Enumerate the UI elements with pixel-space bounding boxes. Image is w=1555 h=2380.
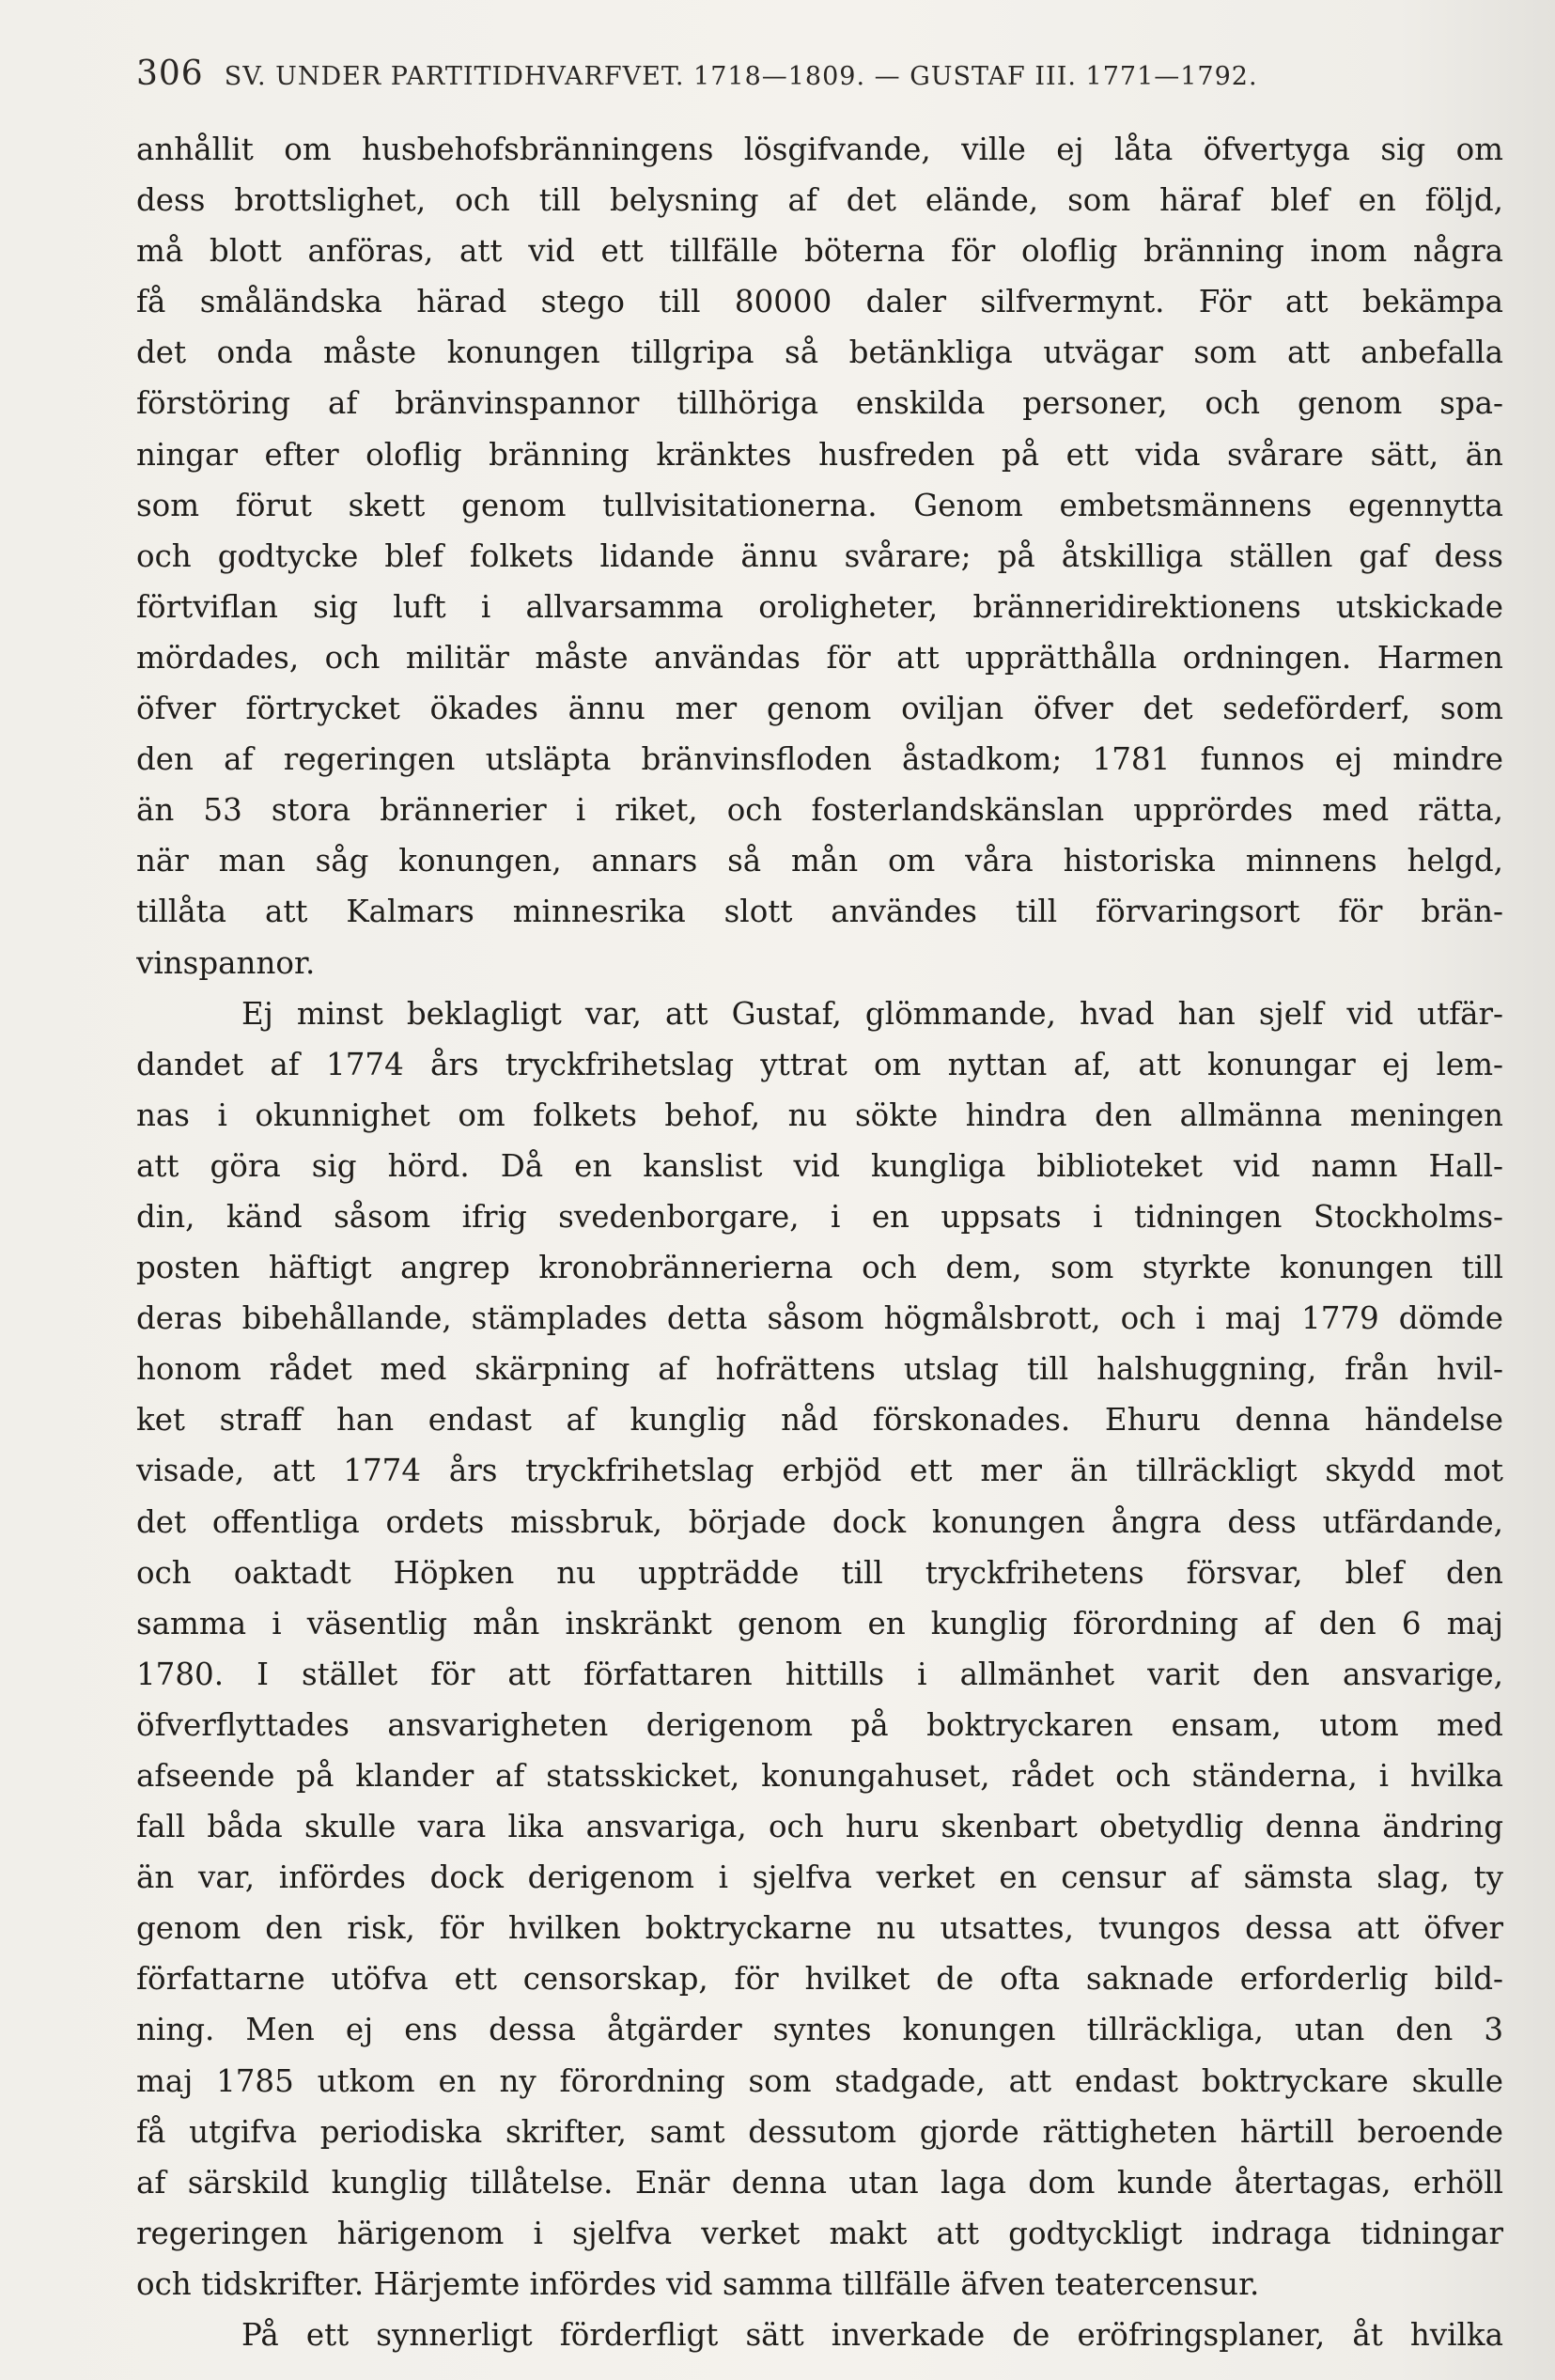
text-line: 1780. I stället för att författaren hittills i allmänhet varit den ansvarige, (136, 1656, 1503, 1692)
text-line: den af regeringen utsläpta bränvinsfloden åstadkom; 1781 funnos ej mindre (136, 741, 1503, 778)
paragraph-start-line: Ej minst beklagligt var, att Gustaf, glömmande, hvad han sjelf vid utfär- (241, 995, 1503, 1032)
text-line: af särskild kunglig tillåtelse. Enär denna utan laga dom kunde återtagas, erhöll (136, 2164, 1503, 2201)
text-line: att göra sig hörd. Då en kanslist vid kungliga biblioteket vid namn Hall- (136, 1147, 1503, 1184)
text-line: när man såg konungen, annars så mån om våra historiska minnens helgd, (136, 843, 1503, 879)
text-line: få utgifva periodiska skrifter, samt dessutom gjorde rättigheten härtill beroende (136, 2113, 1503, 2150)
text-line: ket straff han endast af kunglig nåd förskonades. Ehuru denna händelse (136, 1402, 1503, 1439)
text-line: som förut skett genom tullvisitationerna. Genom embetsmännens egennytta (136, 487, 1503, 523)
text-line: samma i väsentlig mån inskränkt genom en kunglig förordning af den 6 maj (136, 1605, 1503, 1641)
text-line: må blott anföras, att vid ett tillfälle böterna för oloflig bränning inom några (136, 233, 1503, 270)
text-line: regeringen härigenom i sjelfva verket makt att godtyckligt indraga tidningar (136, 2215, 1503, 2251)
running-head (136, 54, 1470, 111)
text-line: deras bibehållande, stämplades detta såsom högmålsbrott, och i maj 1779 dömde (136, 1300, 1503, 1337)
text-line: få småländska härad stego till 80000 daler silfvermynt. För att bekämpa (136, 284, 1503, 320)
text-line: och godtycke blef folkets lidande ännu svårare; på åtskilliga ställen gaf dess (136, 537, 1503, 574)
text-line: dandet af 1774 års tryckfrihetslag yttrat om nyttan af, att konungar ej lem- (136, 1046, 1503, 1082)
text-line: nas i okunnighet om folkets behof, nu sökte hindra den allmänna meningen (136, 1097, 1503, 1133)
text-line: posten häftigt angrep kronobrännerierna och dem, som styrkte konungen till (136, 1250, 1503, 1286)
text-line: maj 1785 utkom en ny förordning som stadgade, att endast boktryckare skulle (136, 2062, 1503, 2099)
running-title: SV. UNDER PARTITIDHVARFVET. 1718—1809. — GUSTAF III. 1771—1792. (224, 62, 1258, 91)
text-line: öfver förtrycket ökades ännu mer genom oviljan öfver det sedeförderf, som (136, 691, 1503, 727)
text-line: dess brottslighet, och till belysning af det elände, som häraf blef en följd, (136, 182, 1503, 219)
text-line: tillåta att Kalmars minnesrika slott användes till förvaringsort för brän- (136, 894, 1503, 930)
text-line: och oaktadt Höpken nu uppträdde till tryckfrihetens försvar, blef den (136, 1554, 1503, 1591)
page-number: 306 (136, 54, 204, 93)
text-line: anhållit om husbehofsbränningens lösgifvande, ville ej låta öfvertyga sig om (136, 132, 1503, 167)
text-line: öfverflyttades ansvarigheten derigenom på boktryckaren ensam, utom med (136, 1706, 1503, 1743)
text-line: ning. Men ej ens dessa åtgärder syntes konungen tillräckliga, utan den 3 (136, 2012, 1503, 2048)
text-line: afseende på klander af statsskicket, konungahuset, rådet och ständerna, i hvilka (136, 1758, 1503, 1794)
text-line: än var, infördes dock derigenom i sjelfva verket en censur af sämsta slag, ty (136, 1859, 1503, 1896)
text-line: genom den risk, för hvilken boktryckarne nu utsattes, tvungos dessa att öfver (136, 1910, 1503, 1947)
text-line: din, känd såsom ifrig svedenborgare, i en uppsats i tidningen Stockholms- (136, 1198, 1503, 1235)
text-line: förstöring af bränvinspannor tillhöriga enskilda personer, och genom spa- (136, 385, 1503, 422)
text-line: det onda måste konungen tillgripa så betänkliga utvägar som att anbefalla (136, 334, 1503, 371)
text-line: ningar efter oloflig bränning kränktes husfreden på ett vida svårare sätt, än (136, 436, 1503, 473)
text-line: visade, att 1774 års tryckfrihetslag erbjöd ett mer än tillräckligt skydd mot (136, 1453, 1503, 1489)
text-line: förtviflan sig luft i allvarsamma oroligheter, bränneridirektionens utskickade (136, 588, 1503, 625)
text-line: honom rådet med skärpning af hofrättens utslag till halshuggning, från hvil- (136, 1351, 1503, 1388)
body-text (136, 124, 1503, 2360)
text-line: det offentliga ordets missbruk, började dock konungen ångra dess utfärdande, (136, 1503, 1503, 1540)
paragraph-end-line: vinspannor. (136, 944, 316, 981)
paragraph-end-line: och tidskrifter. Härjemte infördes vid samma tillfälle äfven teatercensur. (136, 2265, 1260, 2302)
text-line: mördades, och militär måste användas för att upprätthålla ordningen. Harmen (136, 639, 1503, 676)
text-line: än 53 stora brännerier i riket, och fosterlandskänslan upprördes med rätta, (136, 792, 1503, 829)
text-line: författarne utöfva ett censorskap, för hvilket de ofta saknade erforderlig bild- (136, 1961, 1503, 1998)
paragraph-start-line: På ett synnerligt förderfligt sätt inverkade de eröfringsplaner, åt hvilka (241, 2317, 1503, 2354)
text-line: fall båda skulle vara lika ansvariga, och huru skenbart obetydlig denna ändring (136, 1809, 1503, 1845)
